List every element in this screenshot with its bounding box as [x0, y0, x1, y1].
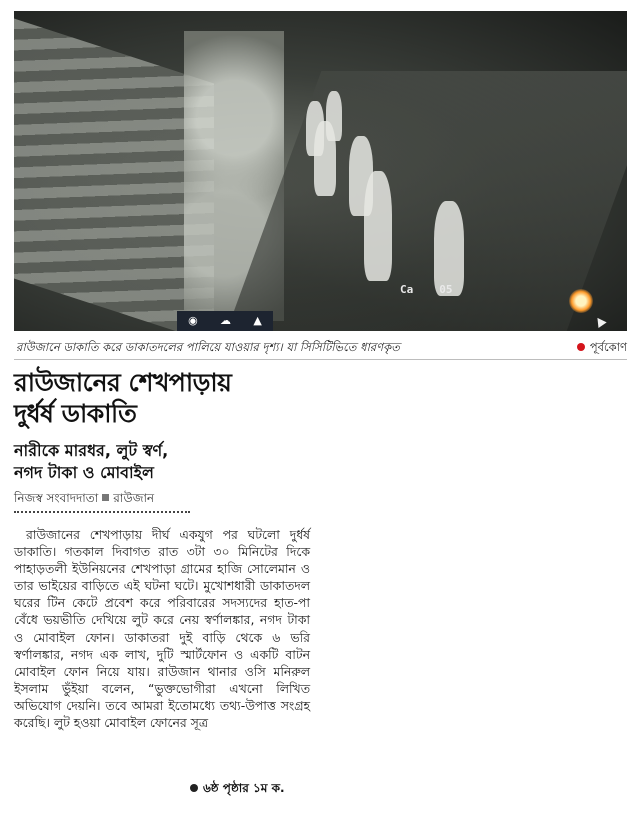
caption-text: রাউজানে ডাকাতি করে ডাকাতদলের পালিয়ে যাওয়ার দৃশ্য। যা সিসিটিভিতে ধারণকৃত [16, 340, 400, 354]
photo-credit: পূর্বকোণ [577, 339, 627, 358]
continued-on[interactable]: ৬ষ্ঠ পৃষ্ঠার ১ম ক. [190, 780, 320, 800]
bullet-icon [190, 784, 198, 792]
dotted-divider [14, 511, 190, 513]
camera-label: Ca 05 [400, 283, 453, 296]
subheadline [14, 440, 314, 484]
player-toolbar [177, 311, 273, 331]
subhead-line: নারীকে মারধর, লুট স্বর্ণ, [14, 441, 169, 460]
light-glare [569, 289, 593, 313]
headline [14, 367, 314, 429]
subhead-line: নগদ টাকা ও মোবাইল [14, 463, 154, 482]
cctv-photo [14, 11, 627, 331]
reporter: নিজস্ব সংবাদদাতা [14, 491, 99, 505]
headline-line: রাউজানের শেখপাড়ায় [14, 368, 232, 397]
headline-line: দুর্ধর্ষ ডাকাতি [14, 399, 137, 428]
dateline: রাউজান [113, 491, 155, 505]
square-icon [102, 494, 109, 501]
lock-icon[interactable]: ▲ [253, 314, 262, 327]
cursor-icon [593, 315, 606, 328]
fleeing-figure [434, 201, 464, 296]
red-dot-icon [577, 343, 585, 351]
article-paragraph: রাউজানের শেখপাড়ায় দীর্ঘ একযুগ পর ঘটলো দুর্ধর্ষ ডাকাতি। গতকাল দিবাগত রাত ৩টা ৩০ মিনিটের দিকে পাহাড়তলী ইউনিয়নের শেখপাড়া গ্রামের হাজি সোলেমান ও তার ভাইয়ের বাড়িতে এই ঘটনা ঘটে। মুখোশধারী ডাকাতদল ঘরের টিন কেটে প্রবেশ করে পরিবারের সদস্যদের হাত-পা বেঁধে ভয়ভীতি দেখিয়ে লুট করে নেয় স্বর্ণালঙ্কার, নগদ টাকা ও মোবাইল ফোন। ডাকাতরা দুই বাড়ি থেকে ৬ ভরি স্বর্ণালঙ্কার, নগদ এক লাখ, দুটি স্মার্টফোন ও একটি বাটন মোবাইল ফোন নিয়ে যায়। রাউজান থানার ওসি মনিরুল ইসলাম ভুঁইয়া বলেন, “ভুক্তভোগীরা এখনো লিখিত অভিযোগ দেয়নি। তবে আমরা ইতোমধ্যে তথ্য-উপাত্ত সংগ্রহ করেছি। লুট হওয়া মোবাইল ফোনের সূত্র [14, 527, 310, 731]
article-body [14, 526, 310, 731]
photo-caption [14, 337, 627, 360]
fleeing-figure [314, 121, 336, 196]
byline [14, 490, 194, 510]
eye-icon[interactable]: ◉ [188, 314, 198, 327]
fleeing-figure [364, 171, 392, 281]
cloud-icon[interactable]: ☁ [220, 314, 232, 327]
